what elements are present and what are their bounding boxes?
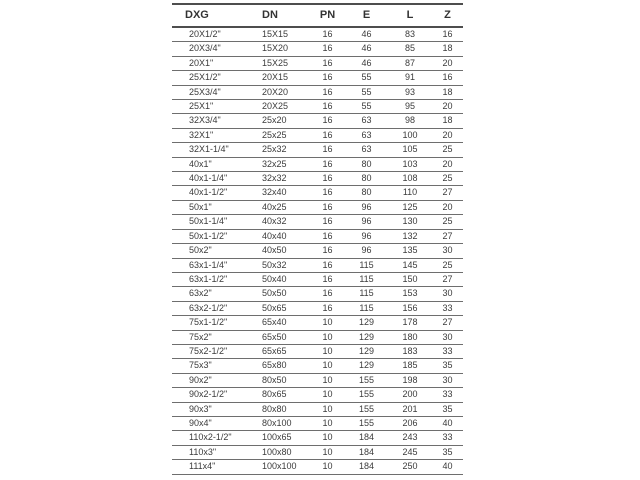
- table-cell: 129: [345, 344, 388, 358]
- table-row: [172, 445, 463, 459]
- table-cell: 40x1-1/2": [172, 186, 250, 200]
- table-cell: 40x1-1/4": [172, 172, 250, 186]
- table-cell: 183: [388, 344, 432, 358]
- table-body: [172, 27, 463, 474]
- table-cell: 115: [345, 287, 388, 301]
- table-cell: 25: [432, 258, 463, 272]
- table-cell: 110x3": [172, 445, 250, 459]
- table-cell: 108: [388, 172, 432, 186]
- table-cell: 110: [388, 186, 432, 200]
- table-row: [172, 114, 463, 128]
- table-cell: 96: [345, 215, 388, 229]
- table-cell: 32X3/4": [172, 114, 250, 128]
- table-cell: 16: [310, 244, 345, 258]
- column-header-dxg: DXG: [172, 4, 250, 27]
- table-cell: 50x1-1/2": [172, 229, 250, 243]
- table-cell: 50x40: [250, 272, 310, 286]
- table-cell: 155: [345, 388, 388, 402]
- table-row: [172, 186, 463, 200]
- table-cell: 83: [388, 27, 432, 42]
- table-cell: 20X20: [250, 85, 310, 99]
- table-cell: 155: [345, 402, 388, 416]
- table-cell: 50x65: [250, 301, 310, 315]
- table-row: [172, 431, 463, 445]
- table-cell: 65x65: [250, 344, 310, 358]
- table-cell: 40x50: [250, 244, 310, 258]
- table-row: [172, 27, 463, 42]
- table-cell: 132: [388, 229, 432, 243]
- table-cell: 90x4": [172, 416, 250, 430]
- table-row: [172, 85, 463, 99]
- table-cell: 65x50: [250, 330, 310, 344]
- table-cell: 250: [388, 460, 432, 474]
- table-cell: 100x100: [250, 460, 310, 474]
- table-cell: 87: [388, 56, 432, 70]
- table-cell: 25x20: [250, 114, 310, 128]
- table-cell: 155: [345, 416, 388, 430]
- table-cell: 184: [345, 460, 388, 474]
- table-cell: 35: [432, 445, 463, 459]
- table-cell: 10: [310, 330, 345, 344]
- table-cell: 65x40: [250, 316, 310, 330]
- table-cell: 16: [310, 100, 345, 114]
- table-cell: 63: [345, 114, 388, 128]
- table-cell: 20: [432, 200, 463, 214]
- table-cell: 200: [388, 388, 432, 402]
- table-cell: 16: [310, 128, 345, 142]
- table-cell: 32x32: [250, 172, 310, 186]
- table-cell: 153: [388, 287, 432, 301]
- table-cell: 80: [345, 186, 388, 200]
- table-cell: 55: [345, 85, 388, 99]
- table-cell: 96: [345, 200, 388, 214]
- table-cell: 16: [310, 287, 345, 301]
- table-row: [172, 330, 463, 344]
- table-row: [172, 373, 463, 387]
- table-cell: 25X1/2": [172, 71, 250, 85]
- table-cell: 10: [310, 460, 345, 474]
- table-cell: 75x2-1/2": [172, 344, 250, 358]
- column-header-dn: DN: [250, 4, 310, 27]
- table-cell: 16: [310, 258, 345, 272]
- table-row: [172, 416, 463, 430]
- table-cell: 10: [310, 344, 345, 358]
- table-cell: 75x3": [172, 359, 250, 373]
- table-cell: 63: [345, 143, 388, 157]
- table-cell: 50x50: [250, 287, 310, 301]
- table-cell: 129: [345, 330, 388, 344]
- table-cell: 201: [388, 402, 432, 416]
- table-cell: 63x1-1/4": [172, 258, 250, 272]
- table-cell: 100: [388, 128, 432, 142]
- header-row: [172, 4, 463, 27]
- table-cell: 63x2": [172, 287, 250, 301]
- table-row: [172, 157, 463, 171]
- table-cell: 16: [310, 272, 345, 286]
- table-cell: 55: [345, 71, 388, 85]
- table-cell: 111x4": [172, 460, 250, 474]
- table-cell: 30: [432, 373, 463, 387]
- table-cell: 20X1/2": [172, 27, 250, 42]
- table-cell: 243: [388, 431, 432, 445]
- table-row: [172, 71, 463, 85]
- table-cell: 20: [432, 157, 463, 171]
- table-cell: 80x65: [250, 388, 310, 402]
- table-cell: 33: [432, 344, 463, 358]
- table-cell: 10: [310, 388, 345, 402]
- table-row: [172, 56, 463, 70]
- fitting-spec-table: [172, 3, 463, 475]
- table-cell: 16: [310, 157, 345, 171]
- table-cell: 30: [432, 330, 463, 344]
- table-cell: 115: [345, 258, 388, 272]
- table-row: [172, 100, 463, 114]
- table-cell: 32x40: [250, 186, 310, 200]
- table-cell: 20X1": [172, 56, 250, 70]
- table-cell: 16: [432, 27, 463, 42]
- table-cell: 135: [388, 244, 432, 258]
- table-cell: 156: [388, 301, 432, 315]
- table-cell: 50x32: [250, 258, 310, 272]
- table-cell: 63x2-1/2": [172, 301, 250, 315]
- table-cell: 30: [432, 287, 463, 301]
- table-cell: 115: [345, 301, 388, 315]
- table-cell: 18: [432, 114, 463, 128]
- table-cell: 50x1": [172, 200, 250, 214]
- table-cell: 178: [388, 316, 432, 330]
- table-cell: 35: [432, 359, 463, 373]
- table-cell: 184: [345, 431, 388, 445]
- table-cell: 198: [388, 373, 432, 387]
- table-cell: 65x80: [250, 359, 310, 373]
- table-row: [172, 229, 463, 243]
- table-cell: 75x1-1/2": [172, 316, 250, 330]
- table-cell: 40x40: [250, 229, 310, 243]
- table-cell: 27: [432, 272, 463, 286]
- table-cell: 184: [345, 445, 388, 459]
- table-cell: 16: [310, 42, 345, 56]
- table-cell: 10: [310, 373, 345, 387]
- table-cell: 40x25: [250, 200, 310, 214]
- table-row: [172, 388, 463, 402]
- table-cell: 15X15: [250, 27, 310, 42]
- table-cell: 30: [432, 244, 463, 258]
- table-cell: 80x100: [250, 416, 310, 430]
- table-cell: 150: [388, 272, 432, 286]
- table-cell: 103: [388, 157, 432, 171]
- table-cell: 98: [388, 114, 432, 128]
- table-cell: 125: [388, 200, 432, 214]
- table-cell: 16: [310, 27, 345, 42]
- table-cell: 46: [345, 42, 388, 56]
- table-cell: 16: [310, 229, 345, 243]
- table-cell: 115: [345, 272, 388, 286]
- table-cell: 95: [388, 100, 432, 114]
- table-cell: 16: [310, 215, 345, 229]
- table-cell: 80x50: [250, 373, 310, 387]
- table-cell: 32X1": [172, 128, 250, 142]
- table-cell: 20X15: [250, 71, 310, 85]
- table-cell: 96: [345, 244, 388, 258]
- table-row: [172, 460, 463, 474]
- table-cell: 15X25: [250, 56, 310, 70]
- table-row: [172, 172, 463, 186]
- table-cell: 16: [310, 85, 345, 99]
- table-row: [172, 42, 463, 56]
- column-header-l: L: [388, 4, 432, 27]
- table-cell: 105: [388, 143, 432, 157]
- table-cell: 16: [310, 143, 345, 157]
- table-cell: 75x2": [172, 330, 250, 344]
- table-cell: 129: [345, 359, 388, 373]
- table-row: [172, 128, 463, 142]
- table-cell: 16: [310, 71, 345, 85]
- table-cell: 16: [310, 200, 345, 214]
- table-row: [172, 215, 463, 229]
- table-row: [172, 344, 463, 358]
- table-cell: 185: [388, 359, 432, 373]
- table-cell: 80: [345, 157, 388, 171]
- table-cell: 35: [432, 402, 463, 416]
- table-cell: 90x2-1/2": [172, 388, 250, 402]
- table-cell: 80x80: [250, 402, 310, 416]
- table-cell: 16: [310, 172, 345, 186]
- table-cell: 50x2": [172, 244, 250, 258]
- table-cell: 25x25: [250, 128, 310, 142]
- table-cell: 27: [432, 186, 463, 200]
- table-cell: 96: [345, 229, 388, 243]
- table-row: [172, 143, 463, 157]
- table-row: [172, 200, 463, 214]
- table-row: [172, 272, 463, 286]
- table-cell: 100x65: [250, 431, 310, 445]
- table-cell: 155: [345, 373, 388, 387]
- table-cell: 10: [310, 431, 345, 445]
- table-cell: 15X20: [250, 42, 310, 56]
- table-cell: 130: [388, 215, 432, 229]
- table-cell: 10: [310, 359, 345, 373]
- table-cell: 33: [432, 301, 463, 315]
- table-cell: 10: [310, 402, 345, 416]
- table-cell: 20X25: [250, 100, 310, 114]
- column-header-pn: PN: [310, 4, 345, 27]
- table-row: [172, 258, 463, 272]
- table-cell: 50x1-1/4": [172, 215, 250, 229]
- table-cell: 85: [388, 42, 432, 56]
- table-row: [172, 287, 463, 301]
- table-cell: 10: [310, 416, 345, 430]
- table-cell: 55: [345, 100, 388, 114]
- table-row: [172, 301, 463, 315]
- table-cell: 20: [432, 56, 463, 70]
- table-cell: 32x25: [250, 157, 310, 171]
- table-cell: 25x32: [250, 143, 310, 157]
- table-cell: 16: [432, 71, 463, 85]
- table-row: [172, 402, 463, 416]
- table-cell: 40x32: [250, 215, 310, 229]
- table-cell: 18: [432, 85, 463, 99]
- table-cell: 27: [432, 229, 463, 243]
- table-cell: 90x3": [172, 402, 250, 416]
- table-cell: 16: [310, 114, 345, 128]
- table-cell: 25: [432, 172, 463, 186]
- table-cell: 80: [345, 172, 388, 186]
- table-cell: 27: [432, 316, 463, 330]
- table-cell: 46: [345, 56, 388, 70]
- table-cell: 63x1-1/2": [172, 272, 250, 286]
- table-row: [172, 244, 463, 258]
- table-cell: 16: [310, 186, 345, 200]
- table-cell: 245: [388, 445, 432, 459]
- table-cell: 63: [345, 128, 388, 142]
- table-cell: 110x2-1/2": [172, 431, 250, 445]
- table-cell: 25: [432, 215, 463, 229]
- table-cell: 25: [432, 143, 463, 157]
- table-cell: 33: [432, 431, 463, 445]
- table-row: [172, 359, 463, 373]
- table-cell: 16: [310, 56, 345, 70]
- table-cell: 100x80: [250, 445, 310, 459]
- table-cell: 25X1": [172, 100, 250, 114]
- table-cell: 40: [432, 416, 463, 430]
- table-cell: 10: [310, 445, 345, 459]
- table-cell: 16: [310, 301, 345, 315]
- table-cell: 91: [388, 71, 432, 85]
- table-cell: 180: [388, 330, 432, 344]
- table-cell: 32X1-1/4": [172, 143, 250, 157]
- table-cell: 40x1": [172, 157, 250, 171]
- table-row: [172, 316, 463, 330]
- table-cell: 90x2": [172, 373, 250, 387]
- table-cell: 129: [345, 316, 388, 330]
- table-cell: 40: [432, 460, 463, 474]
- table-cell: 10: [310, 316, 345, 330]
- table-cell: 25X3/4": [172, 85, 250, 99]
- table-cell: 206: [388, 416, 432, 430]
- table-cell: 20X3/4": [172, 42, 250, 56]
- column-header-z: Z: [432, 4, 463, 27]
- table-cell: 33: [432, 388, 463, 402]
- table-cell: 20: [432, 100, 463, 114]
- table-cell: 20: [432, 128, 463, 142]
- table-cell: 93: [388, 85, 432, 99]
- table-cell: 145: [388, 258, 432, 272]
- column-header-e: E: [345, 4, 388, 27]
- table-cell: 18: [432, 42, 463, 56]
- table-cell: 46: [345, 27, 388, 42]
